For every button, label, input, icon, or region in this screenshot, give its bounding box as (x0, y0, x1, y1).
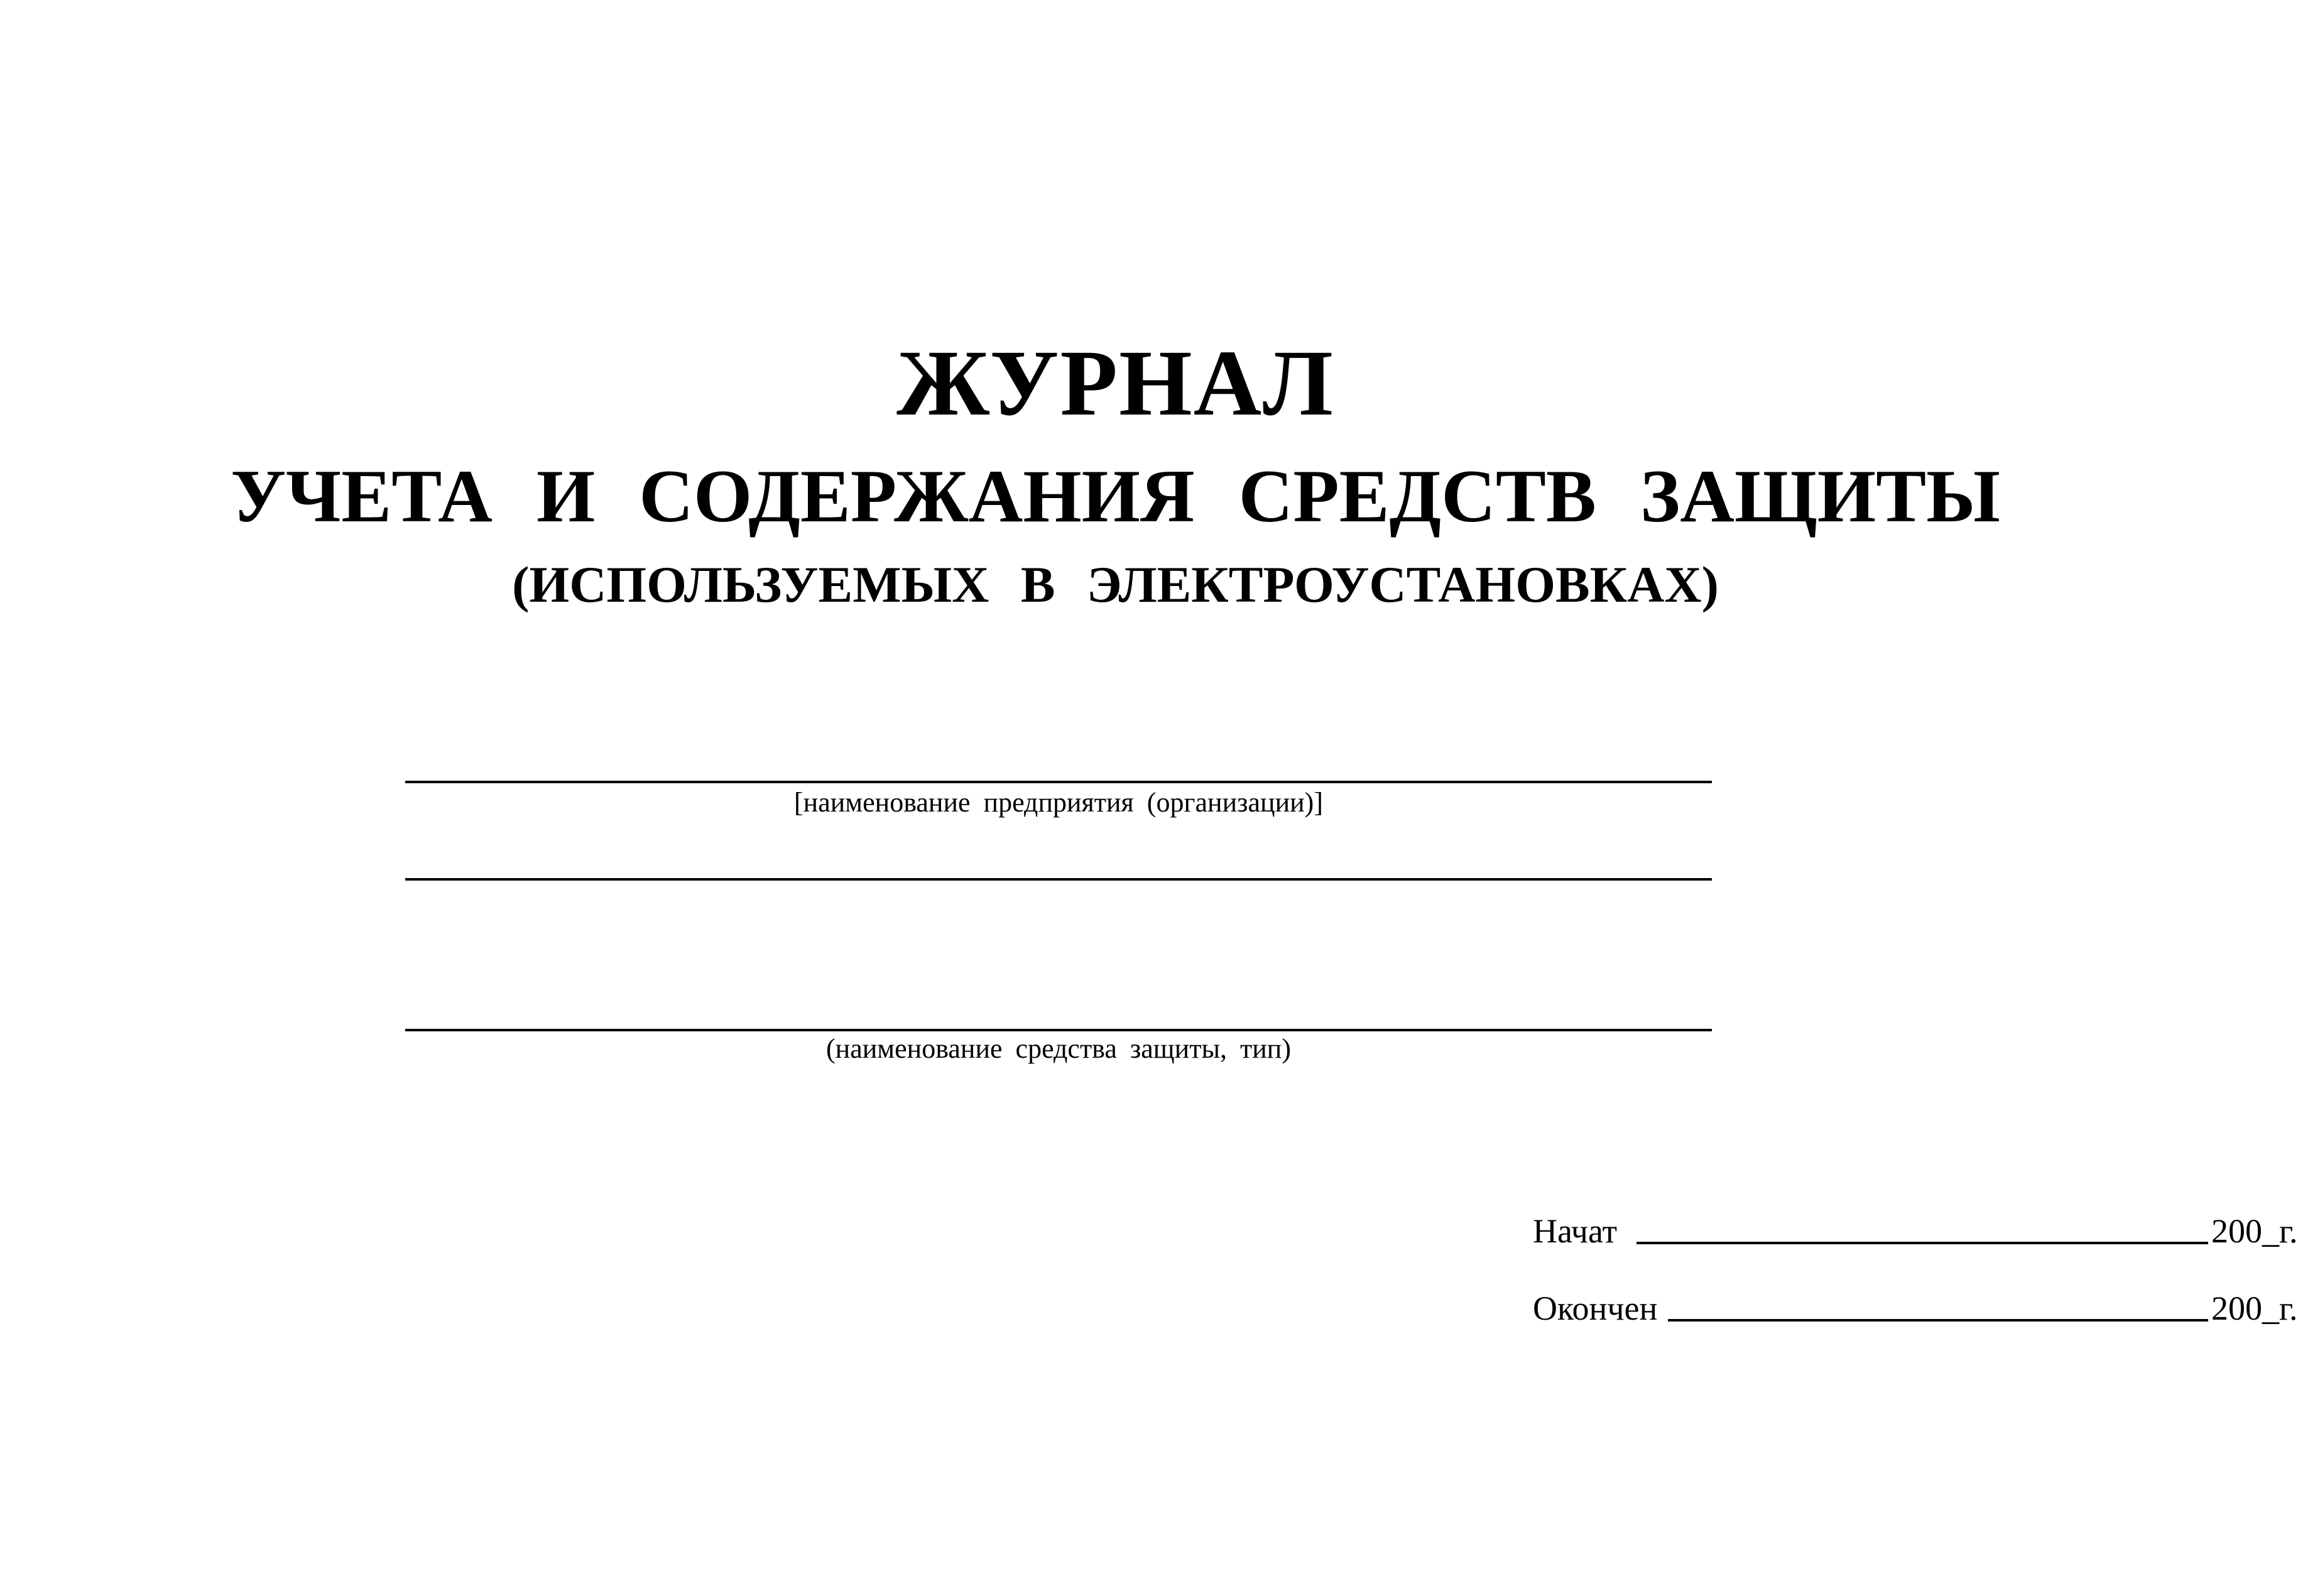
started-label: Начат (1533, 1212, 1618, 1250)
started-date-row (1533, 1209, 2298, 1253)
finished-year: 200_г. (2211, 1289, 2298, 1327)
organization-name-line[interactable] (405, 781, 1712, 783)
protection-tool-caption: (наименование средства защиты, тип) (826, 1033, 1291, 1064)
document-subtitle: УЧЕТА И СОДЕРЖАНИЯ СРЕДСТВ ЗАЩИТЫ (231, 454, 2000, 538)
started-year: 200_г. (2211, 1212, 2298, 1250)
protection-tool-line[interactable] (405, 1029, 1712, 1031)
document-title: ЖУРНАЛ (896, 331, 1334, 435)
organization-name-caption: [наименование предприятия (организации)] (794, 787, 1323, 818)
document-subtitle-parenthetical: (ИСПОЛЬЗУЕМЫХ В ЭЛЕКТРОУСТАНОВКАХ) (512, 556, 1719, 613)
finished-date-blank[interactable] (1668, 1319, 2208, 1322)
finished-date-row (1533, 1286, 2298, 1330)
organization-name-line-continued[interactable] (405, 878, 1712, 881)
started-date-blank[interactable] (1636, 1242, 2208, 1244)
finished-label: Окончен (1533, 1289, 1658, 1327)
